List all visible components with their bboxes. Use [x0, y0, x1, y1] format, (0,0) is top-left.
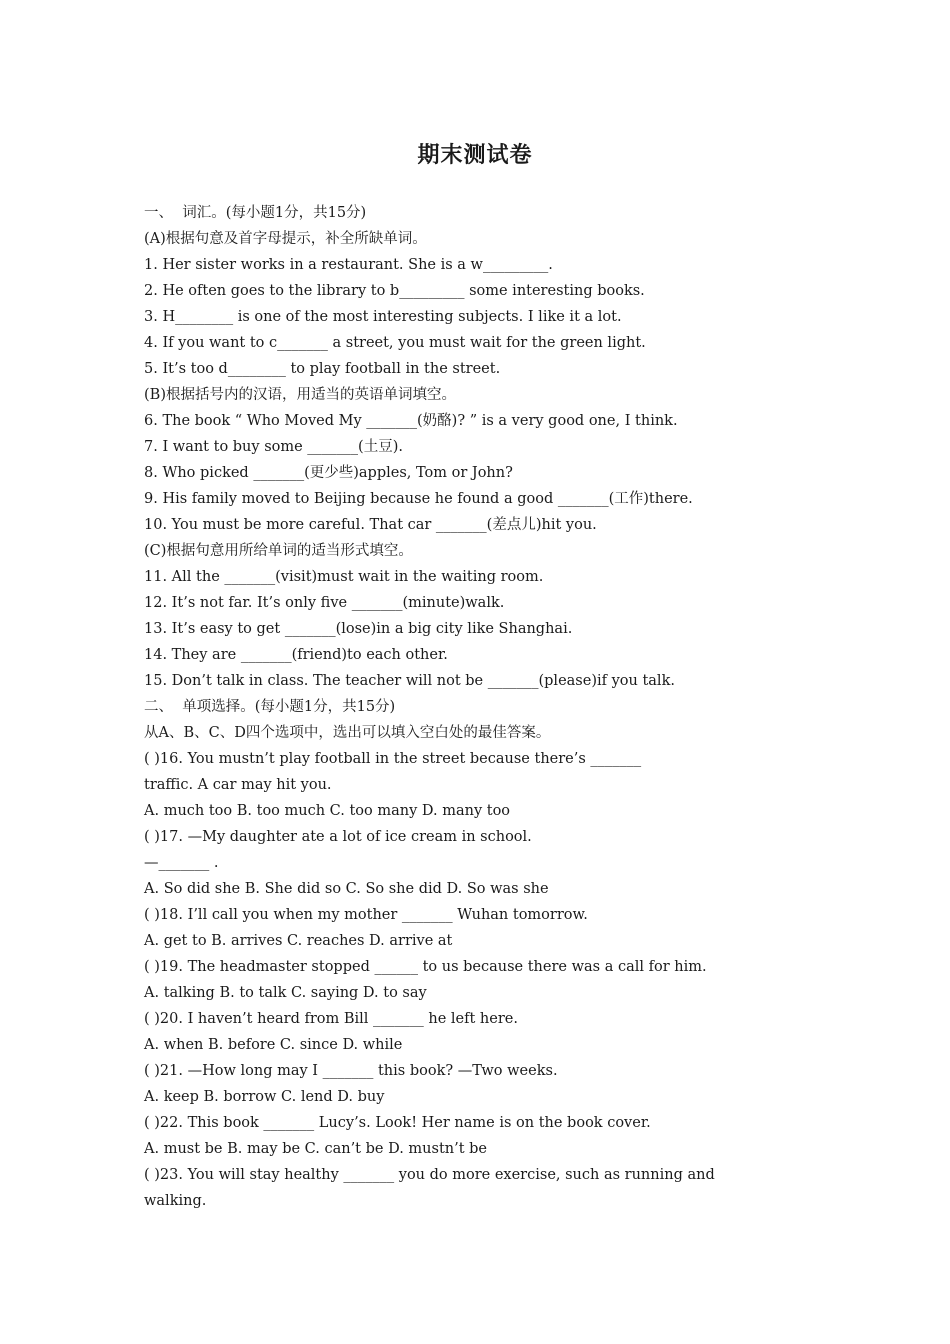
question-17-response: —_______ .	[144, 855, 219, 871]
question-12: 12. It’s not far. It’s only five _______(minute)walk.	[144, 595, 505, 611]
question-21-options: A. keep B. borrow C. lend D. buy	[144, 1089, 385, 1105]
question-23-continued: walking.	[144, 1193, 207, 1209]
question-18-options: A. get to B. arrives C. reaches D. arrive at	[144, 933, 453, 949]
question-22: ( )22. This book _______ Lucy’s. Look! Her name is on the book cover.	[144, 1115, 651, 1131]
question-15: 15. Don’t talk in class. The teacher will not be _______(please)if you talk.	[144, 673, 675, 689]
exam-content	[144, 200, 824, 1214]
question-14: 14. They are _______(friend)to each other.	[144, 647, 448, 663]
section-heading-multiple-choice: 二、 单项选择。(每小题1分，共15分)	[144, 699, 396, 715]
question-13: 13. It’s easy to get _______(lose)in a big city like Shanghai.	[144, 621, 573, 637]
section-heading-vocabulary: 一、 词汇。(每小题1分，共15分)	[144, 205, 367, 221]
question-9: 9. His family moved to Beijing because he found a good _______(工作)there.	[144, 491, 693, 507]
part-b-instruction: (B)根据括号内的汉语，用适当的英语单词填空。	[144, 387, 456, 403]
question-16-continued: traffic. A car may hit you.	[144, 777, 332, 793]
question-17: ( )17. —My daughter ate a lot of ice cream in school.	[144, 829, 532, 845]
question-7: 7. I want to buy some _______(土豆).	[144, 439, 403, 455]
multiple-choice-instruction: 从A、B、C、D四个选项中，选出可以填入空白处的最佳答案。	[144, 725, 551, 741]
question-21: ( )21. —How long may I _______ this book? —Two weeks.	[144, 1063, 558, 1079]
question-17-options: A. So did she B. She did so C. So she did D. So was she	[144, 881, 549, 897]
question-19-options: A. talking B. to talk C. saying D. to say	[144, 985, 427, 1001]
part-c-instruction: (C)根据句意用所给单词的适当形式填空。	[144, 543, 413, 559]
question-23: ( )23. You will stay healthy _______ you do more exercise, such as running and	[144, 1167, 715, 1183]
question-2: 2. He often goes to the library to b_________ some interesting books.	[144, 283, 645, 299]
question-20-options: A. when B. before C. since D. while	[144, 1037, 403, 1053]
question-11: 11. All the _______(visit)must wait in the waiting room.	[144, 569, 544, 585]
question-8: 8. Who picked _______(更少些)apples, Tom or John?	[144, 465, 513, 481]
question-10: 10. You must be more careful. That car _______(差点儿)hit you.	[144, 517, 597, 533]
question-6: 6. The book “ Who Moved My _______(奶酪)? ” is a very good one, I think.	[144, 413, 678, 429]
question-16: ( )16. You mustn’t play football in the street because there’s _______	[144, 751, 642, 767]
question-16-options: A. much too B. too much C. too many D. many too	[144, 803, 511, 819]
question-3: 3. H________ is one of the most interesting subjects. I like it a lot.	[144, 309, 622, 325]
question-22-options: A. must be B. may be C. can’t be D. mustn’t be	[144, 1141, 488, 1157]
question-18: ( )18. I’ll call you when my mother _______ Wuhan tomorrow.	[144, 907, 588, 923]
page-title: 期末测试卷	[417, 143, 533, 168]
question-20: ( )20. I haven’t heard from Bill _______ he left here.	[144, 1011, 518, 1027]
question-1: 1. Her sister works in a restaurant. She is a w_________.	[144, 257, 553, 273]
question-19: ( )19. The headmaster stopped ______ to us because there was a call for him.	[144, 959, 707, 975]
question-4: 4. If you want to c_______ a street, you must wait for the green light.	[144, 335, 646, 351]
question-5: 5. It’s too d________ to play football in the street.	[144, 361, 501, 377]
part-a-instruction: (A)根据句意及首字母提示，补全所缺单词。	[144, 231, 427, 247]
